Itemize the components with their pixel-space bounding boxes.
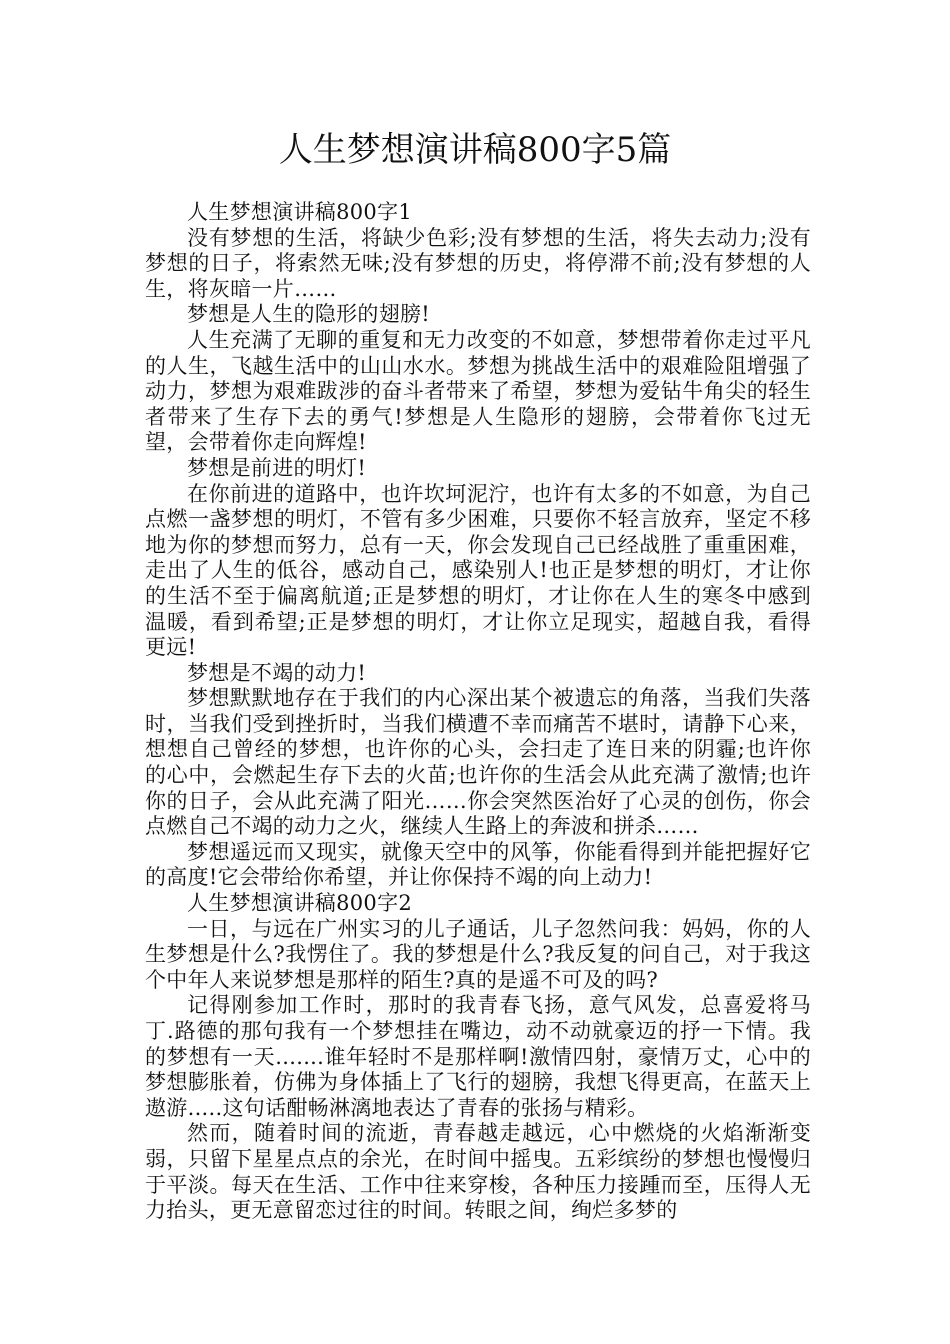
subheading: 梦想是不竭的动力!: [187, 660, 367, 685]
paragraph: 梦想默默地存在于我们的内心深出某个被遗忘的角落，当我们失落时，当我们受到挫折时，当我们横遭不幸而痛苦不堪时，请静下心来，想想自己曾经的梦想，也许你的心头，会扫走了连日来的阴霾;也许你的心中，会燃起生存下去的火苗;也许你的生活会从此充满了激情;也许你的日子，会从此充满了阳光……你会突然医治好了心灵的创伤，你会点燃自己不竭的动力之火，继续人生路上的奔波和拼杀……: [145, 686, 811, 839]
paragraph: 记得刚参加工作时，那时的我青春飞扬，意气风发，总喜爱将马丁.路德的那句我有一个梦想挂在嘴边，动不动就豪迈的抒一下情。我的梦想有一天.......谁年轻时不是那样啊!激情四射，豪情万丈，心中的梦想膨胀着，仿佛为身体插上了飞行的翅膀，我想飞得更高，在蓝天上遨游.....这句话酣畅淋漓地表达了青春的张扬与精彩。: [145, 993, 811, 1120]
paragraph: 人生充满了无聊的重复和无力改变的不如意，梦想带着你走过平凡的人生，飞越生活中的山山水水。梦想为挑战生活中的艰难险阻增强了动力，梦想为艰难跋涉的奋斗者带来了希望，梦想为爱钻牛角尖的轻生者带来了生存下去的勇气!梦想是人生隐形的翅膀，会带着你飞过无望，会带着你走向辉煌!: [145, 327, 811, 455]
subheading: 梦想是人生的隐形的翅膀!: [187, 302, 431, 327]
paragraph: 在你前进的道路中，也许坎坷泥泞，也许有太多的不如意，为自己点燃一盏梦想的明灯，不管有多少困难，只要你不轻言放弃，坚定不移地为你的梦想而努力，总有一天，你会发现自己已经战胜了重重困难，走出了人生的低谷，感动自己，感染别人!也正是梦想的明灯，才让你的生活不至于偏离航道;正是梦想的明灯，才让你在人生的寒冬中感到温暖，看到希望;正是梦想的明灯，才让你立足现实，超越自我，看得更远!: [145, 481, 811, 660]
paragraph: 没有梦想的生活，将缺少色彩;没有梦想的生活，将失去动力;没有梦想的日子，将索然无味;没有梦想的历史，将停滞不前;没有梦想的人生，将灰暗一片……: [145, 225, 811, 301]
subheading: 梦想是前进的明灯!: [187, 455, 367, 480]
paragraph: 然而，随着时间的流逝，青春越走越远，心中燃烧的火焰渐渐变弱，只留下星星点点的余光，在时间中摇曳。五彩缤纷的梦想也慢慢归于平淡。每天在生活、工作中往来穿梭，各种压力接踵而至，压得人无力抬头，更无意留恋过往的时间。转眼之间，绚烂多梦的: [145, 1121, 811, 1223]
section-heading: 人生梦想演讲稿800字1: [187, 200, 413, 224]
document-body: [145, 200, 811, 1224]
paragraph: 梦想遥远而又现实，就像天空中的风筝，你能看得到并能把握好它的高度!它会带给你希望，并让你保持不竭的向上动力!: [145, 839, 811, 890]
paragraph: 一日，与远在广州实习的儿子通话，儿子忽然问我：妈妈，你的人生梦想是什么?我愣住了。我的梦想是什么?我反复的问自己，对于我这个中年人来说梦想是那样的陌生?真的是遥不可及的吗?: [145, 916, 811, 992]
page-title: 人生梦想演讲稿800字5篇: [278, 130, 672, 170]
section-heading: 人生梦想演讲稿800字2: [187, 891, 413, 916]
